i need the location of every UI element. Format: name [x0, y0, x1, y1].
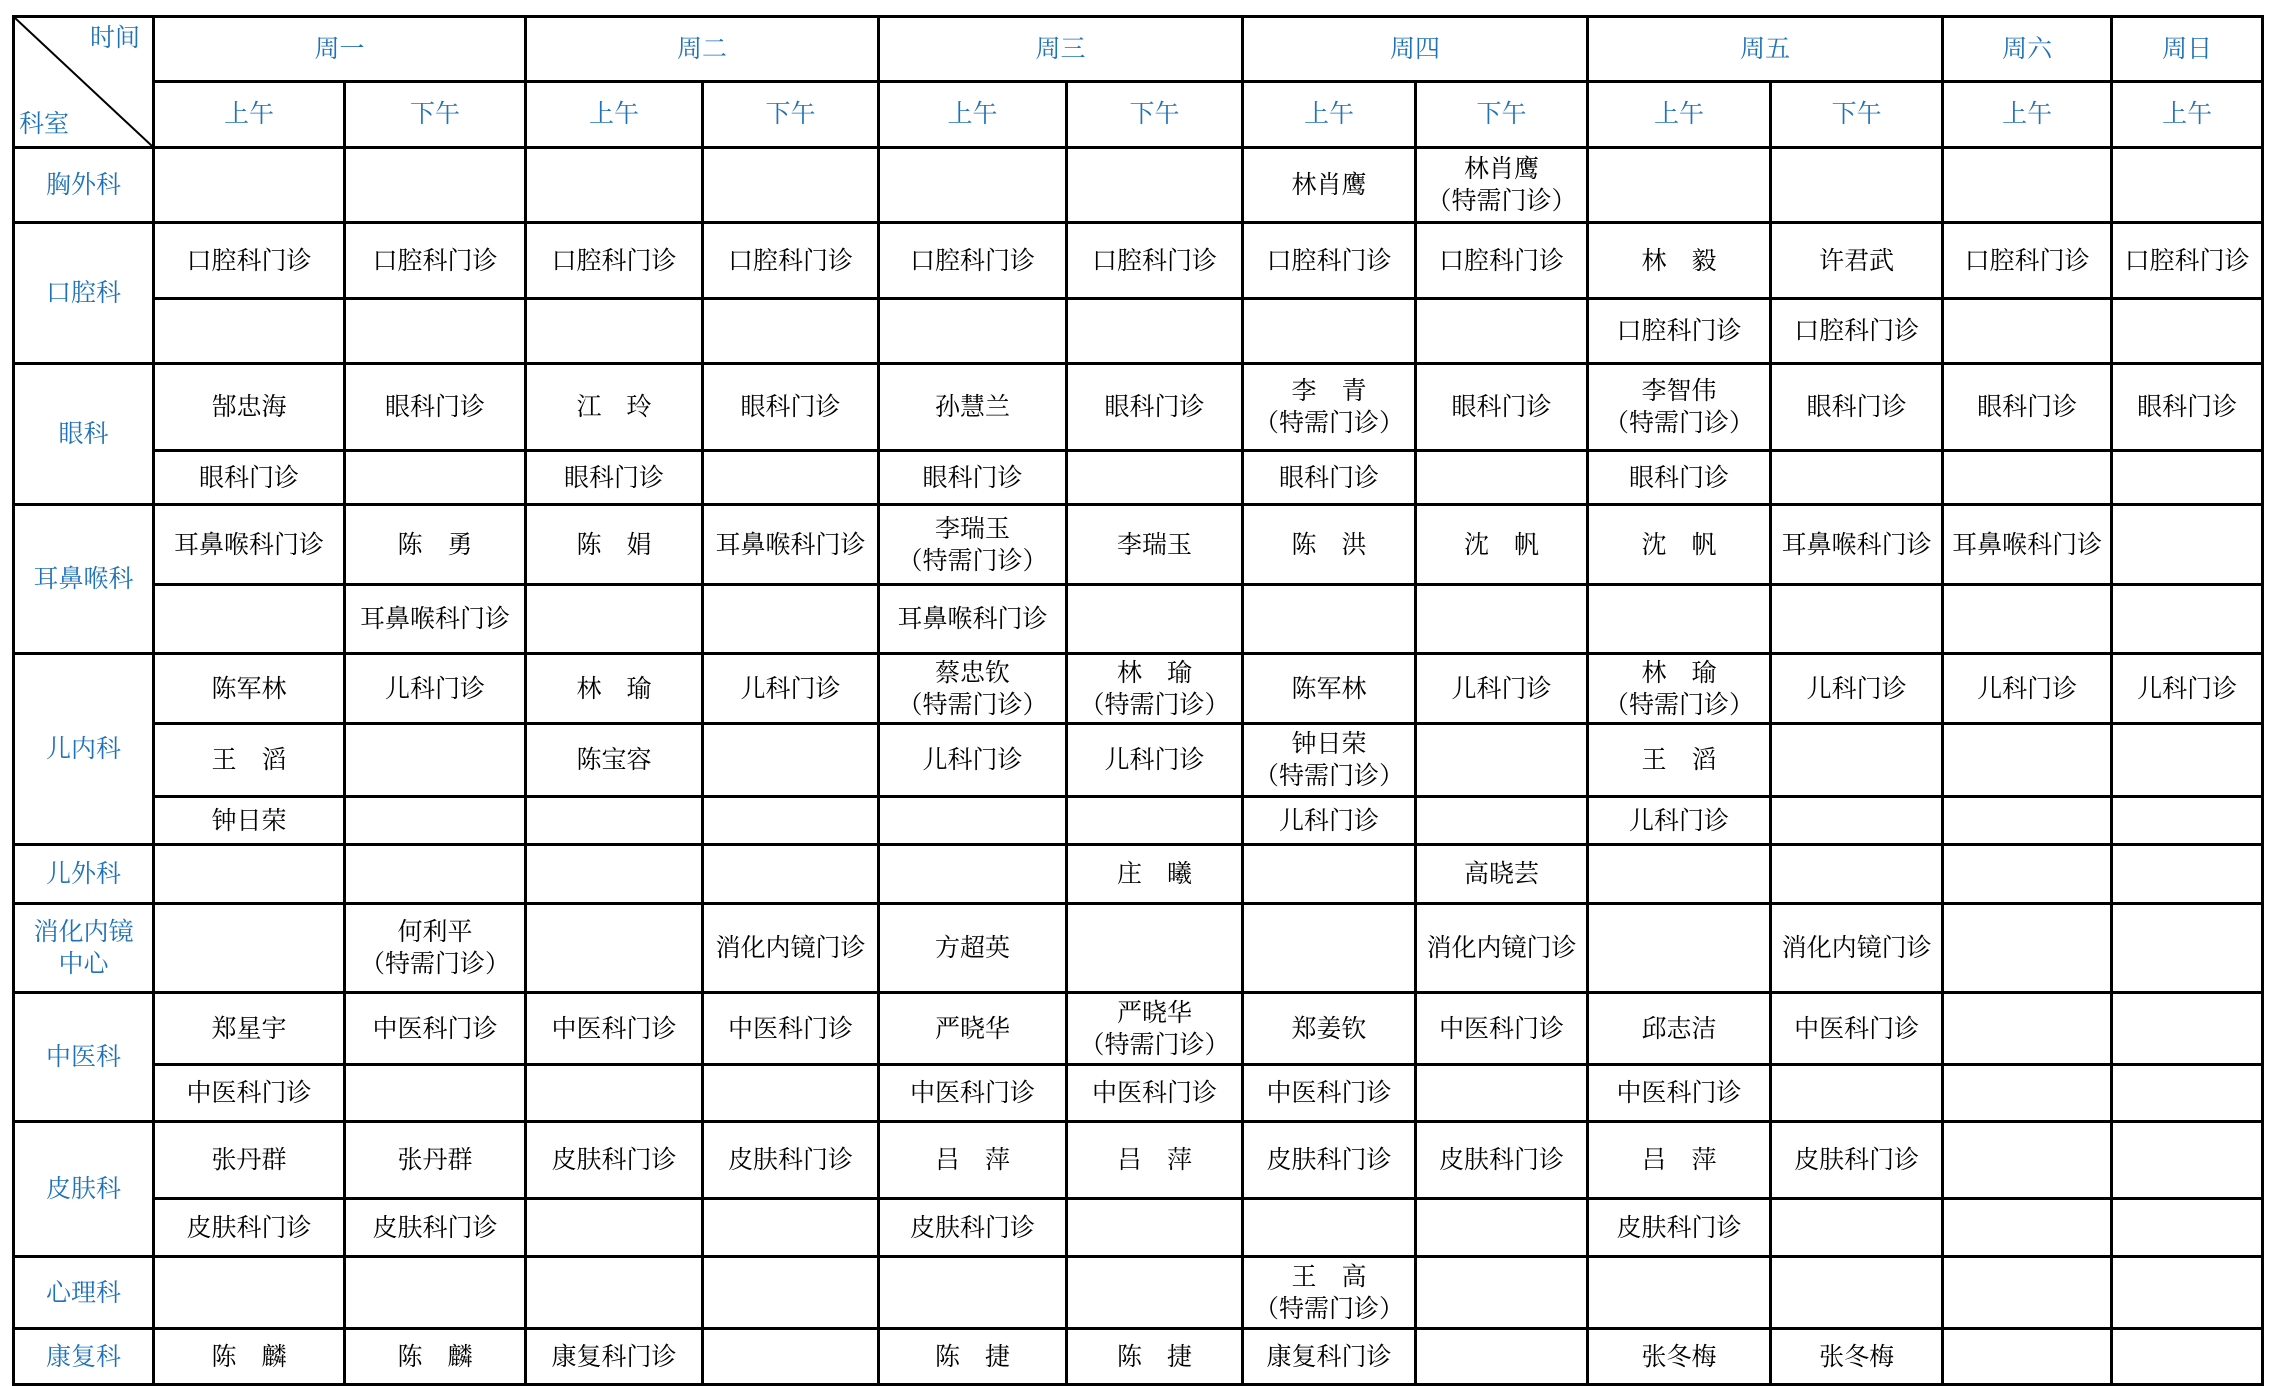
day-header-row: [14, 17, 2263, 82]
schedule-cell: [526, 1065, 703, 1122]
schedule-cell: 方超英: [879, 904, 1067, 993]
schedule-cell: 中医科门诊: [879, 1065, 1067, 1122]
schedule-cell: 眼科门诊: [879, 451, 1067, 505]
schedule-cell: 耳鼻喉科门诊: [1771, 505, 1943, 585]
schedule-cell: 李瑞玉 （特需门诊）: [879, 505, 1067, 585]
schedule-cell: [526, 148, 703, 223]
schedule-row: [14, 585, 2263, 654]
schedule-cell: [345, 299, 526, 364]
schedule-cell: 口腔科门诊: [2112, 223, 2263, 299]
corner-time-label: 时间: [89, 23, 140, 52]
schedule-cell: [345, 1257, 526, 1329]
schedule-cell: [1416, 585, 1588, 654]
day-header: 周六: [1943, 17, 2112, 82]
schedule-cell: [345, 845, 526, 904]
schedule-row: [14, 724, 2263, 797]
schedule-cell: [1067, 148, 1243, 223]
schedule-cell: 中医科门诊: [703, 993, 879, 1065]
period-header: 上午: [1943, 81, 2112, 147]
schedule-row: [14, 797, 2263, 845]
period-header: 上午: [1588, 81, 1771, 147]
day-header: 周四: [1243, 17, 1588, 82]
schedule-cell: [1416, 1199, 1588, 1257]
schedule-cell: [154, 585, 345, 654]
schedule-cell: 皮肤科门诊: [1243, 1122, 1416, 1199]
schedule-cell: [1067, 797, 1243, 845]
period-header: 上午: [526, 81, 703, 147]
schedule-cell: 陈军林: [1243, 654, 1416, 724]
schedule-row: [14, 1065, 2263, 1122]
schedule-cell: [1588, 148, 1771, 223]
schedule-cell: 口腔科门诊: [1416, 223, 1588, 299]
schedule-cell: 皮肤科门诊: [526, 1122, 703, 1199]
schedule-cell: [1771, 451, 1943, 505]
schedule-cell: [154, 1257, 345, 1329]
schedule-cell: 林 瑜 （特需门诊）: [1067, 654, 1243, 724]
schedule-cell: 眼科门诊: [1243, 451, 1416, 505]
schedule-cell: 耳鼻喉科门诊: [1943, 505, 2112, 585]
schedule-cell: [1416, 1329, 1588, 1385]
schedule-cell: 儿科门诊: [1067, 724, 1243, 797]
schedule-cell: 陈 娟: [526, 505, 703, 585]
schedule-cell: 皮肤科门诊: [1771, 1122, 1943, 1199]
schedule-cell: [703, 845, 879, 904]
schedule-cell: 眼科门诊: [154, 451, 345, 505]
schedule-cell: 口腔科门诊: [345, 223, 526, 299]
schedule-cell: 眼科门诊: [1416, 364, 1588, 451]
schedule-cell: 眼科门诊: [526, 451, 703, 505]
schedule-row: [14, 299, 2263, 364]
schedule-cell: [1588, 1257, 1771, 1329]
schedule-cell: 林肖鹰: [1243, 148, 1416, 223]
schedule-cell: 眼科门诊: [345, 364, 526, 451]
schedule-cell: 张冬梅: [1588, 1329, 1771, 1385]
schedule-cell: [2112, 585, 2263, 654]
schedule-row: [14, 1199, 2263, 1257]
schedule-cell: 眼科门诊: [703, 364, 879, 451]
day-header: 周日: [2112, 17, 2263, 82]
schedule-cell: 中医科门诊: [526, 993, 703, 1065]
schedule-cell: 中医科门诊: [1588, 1065, 1771, 1122]
schedule-cell: 庄 曦: [1067, 845, 1243, 904]
department-name: 口腔科: [14, 223, 154, 364]
schedule-cell: [1943, 1329, 2112, 1385]
schedule-cell: [2112, 148, 2263, 223]
schedule-cell: 许君武: [1771, 223, 1943, 299]
schedule-cell: 邱志洁: [1588, 993, 1771, 1065]
schedule-cell: [1943, 724, 2112, 797]
schedule-cell: 皮肤科门诊: [1416, 1122, 1588, 1199]
schedule-cell: 口腔科门诊: [1943, 223, 2112, 299]
day-header: 周五: [1588, 17, 1943, 82]
department-name: 心理科: [14, 1257, 154, 1329]
schedule-cell: [1588, 585, 1771, 654]
period-header-row: [14, 81, 2263, 147]
day-header: 周三: [879, 17, 1243, 82]
schedule-cell: [1943, 1199, 2112, 1257]
schedule-row: [14, 1122, 2263, 1199]
schedule-cell: [345, 451, 526, 505]
schedule-row: [14, 148, 2263, 223]
schedule-cell: [703, 585, 879, 654]
schedule-cell: [1943, 904, 2112, 993]
schedule-cell: 张丹群: [345, 1122, 526, 1199]
schedule-cell: [1943, 148, 2112, 223]
schedule-cell: [1416, 724, 1588, 797]
schedule-cell: [526, 797, 703, 845]
schedule-cell: 李智伟 （特需门诊）: [1588, 364, 1771, 451]
schedule-cell: 李 青 （特需门诊）: [1243, 364, 1416, 451]
schedule-cell: [1588, 904, 1771, 993]
schedule-row: [14, 451, 2263, 505]
schedule-cell: 中医科门诊: [1771, 993, 1943, 1065]
period-header: 下午: [1771, 81, 1943, 147]
schedule-cell: [1771, 585, 1943, 654]
schedule-cell: 陈军林: [154, 654, 345, 724]
schedule-row: [14, 904, 2263, 993]
schedule-cell: 消化内镜门诊: [703, 904, 879, 993]
schedule-cell: [1588, 845, 1771, 904]
schedule-cell: 眼科门诊: [1067, 364, 1243, 451]
schedule-cell: [526, 299, 703, 364]
period-header: 下午: [703, 81, 879, 147]
schedule-cell: [1943, 845, 2112, 904]
schedule-cell: 儿科门诊: [1416, 654, 1588, 724]
schedule-cell: 蔡忠钦 （特需门诊）: [879, 654, 1067, 724]
schedule-cell: [1771, 1257, 1943, 1329]
schedule-cell: 张丹群: [154, 1122, 345, 1199]
schedule-cell: 钟日荣 （特需门诊）: [1243, 724, 1416, 797]
day-header: 周二: [526, 17, 879, 82]
schedule-cell: [1943, 1257, 2112, 1329]
period-header: 下午: [345, 81, 526, 147]
schedule-cell: 皮肤科门诊: [1588, 1199, 1771, 1257]
department-name: 儿内科: [14, 654, 154, 845]
schedule-cell: [526, 845, 703, 904]
schedule-cell: [2112, 1329, 2263, 1385]
schedule-cell: 王 高 （特需门诊）: [1243, 1257, 1416, 1329]
period-header: 下午: [1067, 81, 1243, 147]
schedule-cell: [154, 845, 345, 904]
schedule-cell: [154, 904, 345, 993]
schedule-cell: [1067, 1199, 1243, 1257]
schedule-cell: 孙慧兰: [879, 364, 1067, 451]
schedule-cell: 口腔科门诊: [879, 223, 1067, 299]
period-header: 上午: [154, 81, 345, 147]
schedule-cell: [1243, 299, 1416, 364]
schedule-cell: 皮肤科门诊: [879, 1199, 1067, 1257]
schedule-cell: [1943, 585, 2112, 654]
schedule-cell: [703, 451, 879, 505]
schedule-cell: [345, 148, 526, 223]
schedule-cell: 皮肤科门诊: [703, 1122, 879, 1199]
schedule-cell: [1943, 1065, 2112, 1122]
schedule-cell: 陈 勇: [345, 505, 526, 585]
schedule-cell: 眼科门诊: [1943, 364, 2112, 451]
schedule-cell: 皮肤科门诊: [345, 1199, 526, 1257]
schedule-cell: 林肖鹰 （特需门诊）: [1416, 148, 1588, 223]
schedule-cell: [2112, 724, 2263, 797]
schedule-cell: 儿科门诊: [1588, 797, 1771, 845]
schedule-cell: [703, 1199, 879, 1257]
schedule-cell: [2112, 1257, 2263, 1329]
schedule-cell: [703, 1065, 879, 1122]
schedule-cell: [703, 299, 879, 364]
department-name: 耳鼻喉科: [14, 505, 154, 654]
schedule-cell: 严晓华 （特需门诊）: [1067, 993, 1243, 1065]
schedule-cell: 口腔科门诊: [703, 223, 879, 299]
schedule-cell: 郑星宇: [154, 993, 345, 1065]
schedule-row: [14, 654, 2263, 724]
schedule-cell: 陈 捷: [879, 1329, 1067, 1385]
schedule-cell: [1243, 585, 1416, 654]
schedule-cell: 王 滔: [154, 724, 345, 797]
schedule-cell: 吕 萍: [1588, 1122, 1771, 1199]
schedule-cell: 耳鼻喉科门诊: [154, 505, 345, 585]
schedule-cell: 陈 麟: [345, 1329, 526, 1385]
corner-header: [14, 17, 154, 148]
schedule-cell: [1067, 1257, 1243, 1329]
schedule-cell: [154, 148, 345, 223]
schedule-cell: 李瑞玉: [1067, 505, 1243, 585]
schedule-cell: [1243, 1199, 1416, 1257]
schedule-cell: 康复科门诊: [526, 1329, 703, 1385]
schedule-cell: [1943, 451, 2112, 505]
period-header: 上午: [1243, 81, 1416, 147]
schedule-cell: [1416, 451, 1588, 505]
schedule-cell: [1943, 993, 2112, 1065]
schedule-cell: [879, 148, 1067, 223]
schedule-cell: 耳鼻喉科门诊: [879, 585, 1067, 654]
schedule-cell: [1771, 1199, 1943, 1257]
schedule-cell: 儿科门诊: [1771, 654, 1943, 724]
schedule-cell: [1416, 797, 1588, 845]
schedule-cell: [2112, 1065, 2263, 1122]
schedule-cell: 儿科门诊: [1943, 654, 2112, 724]
department-name: 消化内镜 中心: [14, 904, 154, 993]
schedule-cell: 严晓华: [879, 993, 1067, 1065]
schedule-cell: 中医科门诊: [1416, 993, 1588, 1065]
schedule-cell: [154, 299, 345, 364]
schedule-cell: [2112, 1199, 2263, 1257]
schedule-cell: [879, 845, 1067, 904]
schedule-row: [14, 1329, 2263, 1385]
schedule-cell: [1943, 797, 2112, 845]
schedule-cell: [1416, 1257, 1588, 1329]
schedule-cell: [879, 1257, 1067, 1329]
clinic-schedule-table: [12, 15, 2264, 1386]
schedule-cell: [703, 797, 879, 845]
department-name: 儿外科: [14, 845, 154, 904]
schedule-cell: 口腔科门诊: [1067, 223, 1243, 299]
schedule-cell: [1243, 904, 1416, 993]
schedule-cell: 儿科门诊: [879, 724, 1067, 797]
schedule-cell: [345, 797, 526, 845]
schedule-cell: [2112, 505, 2263, 585]
department-name: 中医科: [14, 993, 154, 1122]
department-name: 康复科: [14, 1329, 154, 1385]
schedule-cell: [703, 148, 879, 223]
schedule-cell: 消化内镜门诊: [1416, 904, 1588, 993]
schedule-cell: 消化内镜门诊: [1771, 904, 1943, 993]
schedule-cell: [1416, 299, 1588, 364]
department-name: 胸外科: [14, 148, 154, 223]
schedule-cell: 张冬梅: [1771, 1329, 1943, 1385]
schedule-cell: 口腔科门诊: [154, 223, 345, 299]
schedule-cell: [1943, 1122, 2112, 1199]
schedule-cell: 吕 萍: [1067, 1122, 1243, 1199]
schedule-cell: [1067, 451, 1243, 505]
department-name: 眼科: [14, 364, 154, 505]
schedule-cell: 儿科门诊: [1243, 797, 1416, 845]
schedule-cell: 陈 捷: [1067, 1329, 1243, 1385]
schedule-cell: 沈 帆: [1416, 505, 1588, 585]
schedule-cell: 王 滔: [1588, 724, 1771, 797]
schedule-cell: [703, 1257, 879, 1329]
schedule-cell: 眼科门诊: [1771, 364, 1943, 451]
schedule-cell: [526, 904, 703, 993]
period-header: 下午: [1416, 81, 1588, 147]
schedule-cell: [1771, 148, 1943, 223]
schedule-cell: [2112, 904, 2263, 993]
schedule-cell: 儿科门诊: [2112, 654, 2263, 724]
schedule-cell: 吕 萍: [879, 1122, 1067, 1199]
schedule-cell: 高晓芸: [1416, 845, 1588, 904]
schedule-cell: 中医科门诊: [1243, 1065, 1416, 1122]
schedule-cell: [2112, 451, 2263, 505]
schedule-cell: 儿科门诊: [703, 654, 879, 724]
schedule-cell: [1067, 299, 1243, 364]
schedule-cell: [1067, 585, 1243, 654]
schedule-cell: 口腔科门诊: [1243, 223, 1416, 299]
schedule-cell: [2112, 845, 2263, 904]
schedule-cell: [526, 585, 703, 654]
schedule-cell: 眼科门诊: [2112, 364, 2263, 451]
schedule-cell: 康复科门诊: [1243, 1329, 1416, 1385]
schedule-cell: 沈 帆: [1588, 505, 1771, 585]
schedule-row: [14, 505, 2263, 585]
schedule-cell: [1771, 724, 1943, 797]
schedule-cell: 陈 麟: [154, 1329, 345, 1385]
schedule-cell: [345, 1065, 526, 1122]
schedule-cell: 林 瑜: [526, 654, 703, 724]
schedule-cell: [1771, 1065, 1943, 1122]
schedule-cell: 郑姜钦: [1243, 993, 1416, 1065]
schedule-cell: [2112, 299, 2263, 364]
schedule-cell: 耳鼻喉科门诊: [345, 585, 526, 654]
schedule-cell: [2112, 993, 2263, 1065]
schedule-cell: [879, 797, 1067, 845]
schedule-cell: 钟日荣: [154, 797, 345, 845]
day-header: 周一: [154, 17, 526, 82]
schedule-cell: [703, 1329, 879, 1385]
schedule-cell: 中医科门诊: [154, 1065, 345, 1122]
schedule-cell: [703, 724, 879, 797]
schedule-cell: [526, 1199, 703, 1257]
period-header: 上午: [2112, 81, 2263, 147]
schedule-cell: 林 毅: [1588, 223, 1771, 299]
schedule-row: [14, 845, 2263, 904]
schedule-cell: [1771, 845, 1943, 904]
schedule-cell: 陈宝容: [526, 724, 703, 797]
schedule-cell: 口腔科门诊: [1771, 299, 1943, 364]
schedule-row: [14, 993, 2263, 1065]
schedule-cell: [1067, 904, 1243, 993]
schedule-cell: [526, 1257, 703, 1329]
period-header: 上午: [879, 81, 1067, 147]
department-name: 皮肤科: [14, 1122, 154, 1257]
schedule-cell: [2112, 1122, 2263, 1199]
schedule-cell: 陈 洪: [1243, 505, 1416, 585]
schedule-cell: 口腔科门诊: [526, 223, 703, 299]
schedule-cell: 中医科门诊: [1067, 1065, 1243, 1122]
schedule-cell: 何利平 （特需门诊）: [345, 904, 526, 993]
schedule-cell: [1243, 845, 1416, 904]
schedule-cell: 江 玲: [526, 364, 703, 451]
corner-dept-label: 科室: [19, 109, 70, 138]
schedule-cell: [1771, 797, 1943, 845]
schedule-cell: 儿科门诊: [345, 654, 526, 724]
schedule-cell: [345, 724, 526, 797]
schedule-cell: 中医科门诊: [345, 993, 526, 1065]
schedule-cell: [879, 299, 1067, 364]
schedule-cell: 林 瑜 （特需门诊）: [1588, 654, 1771, 724]
schedule-cell: 眼科门诊: [1588, 451, 1771, 505]
schedule-row: [14, 223, 2263, 299]
schedule-cell: 郜忠海: [154, 364, 345, 451]
schedule-row: [14, 1257, 2263, 1329]
schedule-cell: [2112, 797, 2263, 845]
schedule-cell: 皮肤科门诊: [154, 1199, 345, 1257]
schedule-row: [14, 364, 2263, 451]
schedule-cell: [1416, 1065, 1588, 1122]
schedule-cell: 口腔科门诊: [1588, 299, 1771, 364]
schedule-cell: [1943, 299, 2112, 364]
schedule-cell: 耳鼻喉科门诊: [703, 505, 879, 585]
